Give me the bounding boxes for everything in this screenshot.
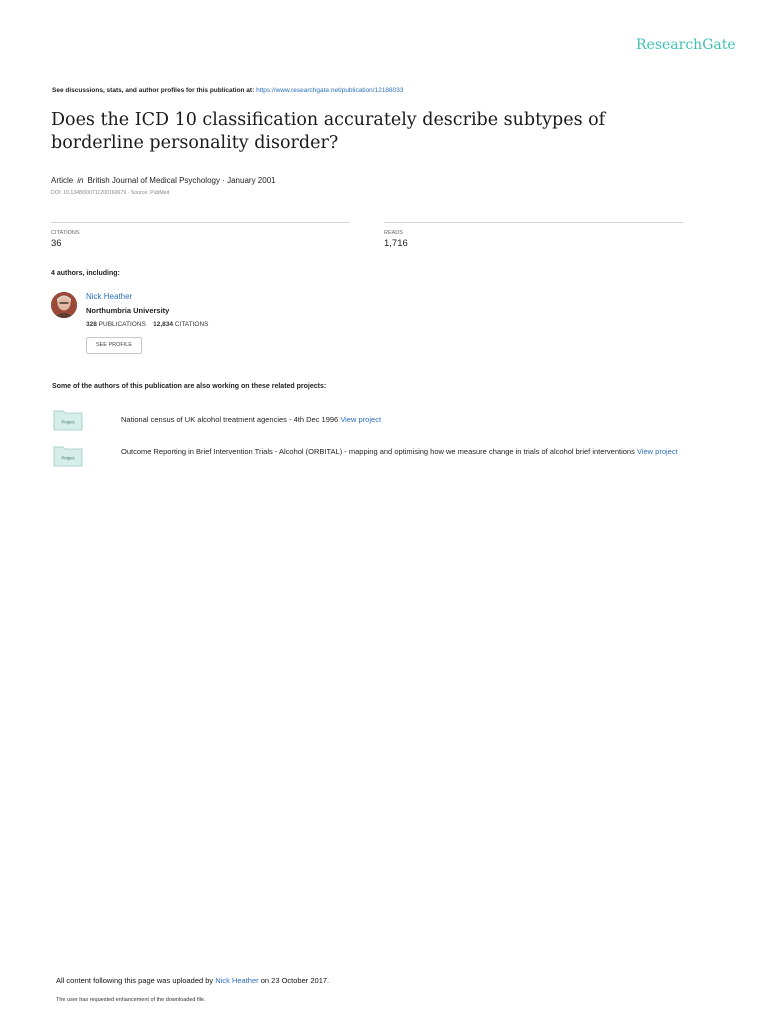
view-project-link[interactable]: View project — [636, 447, 678, 456]
projects-heading: Some of the authors of this publication are also working on these related projects: — [52, 383, 327, 390]
author-publications-count: 328 — [86, 321, 97, 328]
author-name-link[interactable]: Nick Heather — [86, 292, 133, 301]
author-photo — [51, 292, 77, 318]
author-citations-label: CITATIONS — [174, 321, 209, 328]
project-item — [121, 445, 701, 458]
reads-divider — [384, 222, 683, 223]
discussion-line — [52, 87, 404, 94]
researchgate-logo[interactable]: ResearchGate — [636, 37, 736, 53]
author-institution: Northumbria University — [86, 306, 170, 315]
author-stats — [86, 321, 209, 328]
article-meta — [51, 176, 276, 185]
project-icon-label: Project — [61, 419, 75, 425]
project-title: Outcome Reporting in Brief Intervention Trials - Alcohol (ORBITAL) - mapping and optimising how we measure change in trials of alcohol brief interventions — [121, 447, 635, 456]
in-word: in — [77, 176, 84, 185]
project-icon-label: Project — [61, 455, 75, 461]
article-doi: DOI: 10.1348/000711200160679 · Source: PubMed — [51, 190, 170, 196]
uploader-link[interactable]: Nick Heather — [215, 976, 259, 985]
citations-divider — [51, 222, 350, 223]
authors-heading: 4 authors, including: — [51, 270, 120, 277]
publication-url-link[interactable]: https://www.researchgate.net/publication/12188033 — [256, 87, 404, 94]
article-title: Does the ICD 10 classification accurately describe subtypes of borderline personality disorder? — [51, 110, 606, 153]
upload-note — [56, 976, 329, 985]
see-profile-button[interactable]: SEE PROFILE — [86, 337, 142, 354]
project-item — [121, 415, 701, 424]
project-folder-icon — [53, 445, 83, 467]
discussion-text: See discussions, stats, and author profiles for this publication at: — [52, 87, 255, 94]
reads-value: 1,716 — [384, 238, 408, 249]
citations-label: CITATIONS — [51, 230, 80, 236]
article-type: Article — [51, 176, 74, 185]
project-folder-icon — [53, 409, 83, 431]
upload-prefix: All content following this page was uploaded by — [56, 976, 214, 985]
project-title: National census of UK alcohol treatment agencies - 4th Dec 1996 — [121, 415, 339, 424]
view-project-link[interactable]: View project — [340, 415, 382, 424]
enhancement-note: The user has requested enhancement of the downloaded file. — [56, 997, 206, 1003]
journal-name: British Journal of Medical Psychology — [87, 176, 220, 185]
upload-suffix: on 23 October 2017. — [260, 976, 330, 985]
article-date: · January 2001 — [222, 176, 276, 185]
citations-value: 36 — [51, 238, 62, 249]
author-avatar[interactable] — [51, 292, 77, 318]
reads-label: READS — [384, 230, 403, 236]
author-publications-label: PUBLICATIONS — [98, 321, 146, 328]
author-citations-count: 12,834 — [153, 321, 173, 328]
